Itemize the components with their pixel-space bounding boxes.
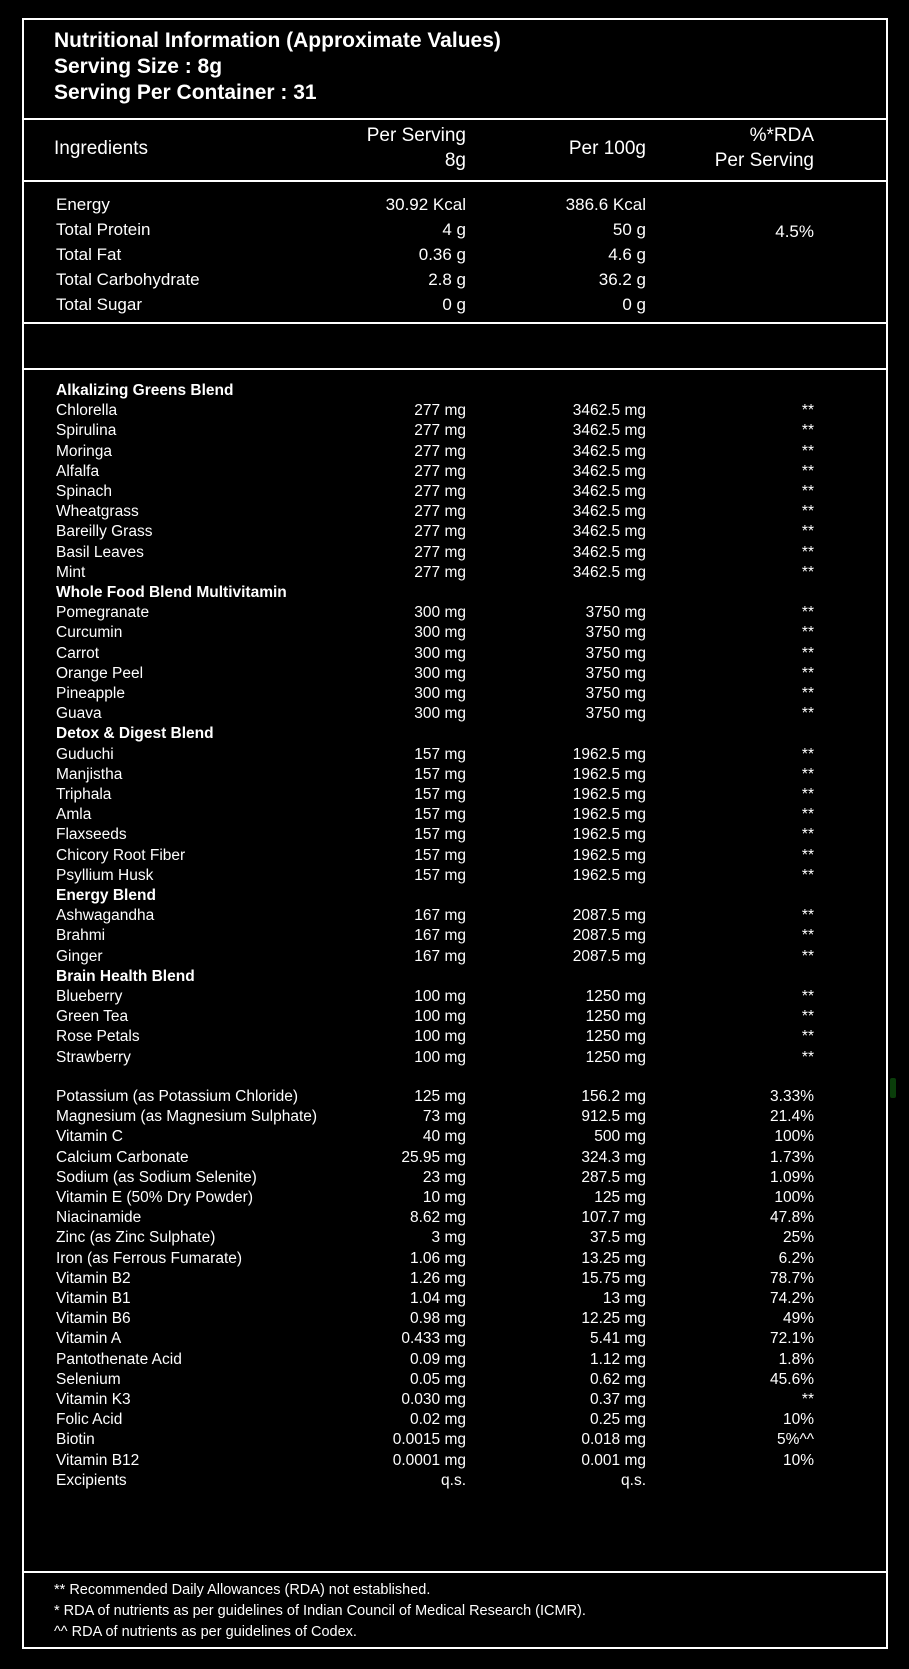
cell-p100: 287.5 mg xyxy=(581,1168,646,1186)
cell-name: Rose Petals xyxy=(56,1028,140,1046)
table-row xyxy=(24,192,886,218)
cell-ps: 167 mg xyxy=(414,927,466,945)
cell-ps: 157 mg xyxy=(414,806,466,824)
cell-ps: 0.433 mg xyxy=(401,1330,466,1348)
cell-rda: 47.8% xyxy=(770,1209,814,1227)
table-row xyxy=(24,764,886,785)
cell-name: Moringa xyxy=(56,442,112,460)
header-per-100g: Per 100g xyxy=(568,138,646,159)
table-row xyxy=(24,824,886,845)
cell-p100: 5.41 mg xyxy=(589,1330,646,1348)
cell-p100: 3750 mg xyxy=(585,624,646,642)
cell-ps: 0.09 mg xyxy=(409,1350,466,1368)
cell-name: Guava xyxy=(56,705,102,723)
cell-rda: ** xyxy=(801,664,814,682)
cell-rda: 1.09% xyxy=(770,1168,814,1186)
cell-ps: 300 mg xyxy=(414,705,466,723)
title-block xyxy=(54,28,501,106)
cell-p100: 1962.5 mg xyxy=(572,826,646,844)
cell-name: Vitamin B2 xyxy=(56,1269,131,1287)
cell-name: Brahmi xyxy=(56,927,106,945)
cell-rda: ** xyxy=(801,644,814,662)
section-label: Energy Blend xyxy=(56,887,156,904)
cell-p100: 0.018 mg xyxy=(581,1431,646,1449)
cell-name: Folic Acid xyxy=(56,1411,123,1429)
footnote: ^^ RDA of nutrients as per guidelines of Codex. xyxy=(54,1624,357,1640)
cell-p100: 1250 mg xyxy=(585,1048,646,1066)
cell-ps: 0.98 mg xyxy=(409,1310,466,1328)
cell-ps: 30.92 Kcal xyxy=(385,195,466,214)
cell-rda: ** xyxy=(801,523,814,541)
cell-ps: 100 mg xyxy=(414,988,466,1005)
cell-name: Carrot xyxy=(56,644,100,662)
table-row xyxy=(24,292,886,318)
cell-name: Potassium (as Potassium Chloride) xyxy=(56,1088,299,1105)
cell-rda: ** xyxy=(801,624,814,642)
table-row xyxy=(24,481,886,502)
divider-footer xyxy=(24,1571,886,1573)
cell-name: Flaxseeds xyxy=(56,826,127,844)
table-row xyxy=(24,703,886,724)
cell-rda: ** xyxy=(801,846,814,864)
cell-name: Blueberry xyxy=(56,988,123,1005)
table-row xyxy=(24,1288,886,1309)
table-row xyxy=(24,1227,886,1248)
cell-name: Vitamin B12 xyxy=(56,1451,140,1469)
cell-p100: 1962.5 mg xyxy=(572,866,646,884)
cell-rda: ** xyxy=(801,1028,814,1046)
cell-rda: ** xyxy=(801,1391,814,1408)
cell-p100: 1962.5 mg xyxy=(572,765,646,783)
cell-rda: ** xyxy=(801,806,814,824)
cell-p100: 3462.5 mg xyxy=(572,402,646,420)
cell-name: Manjistha xyxy=(56,765,123,783)
cell-name: Guduchi xyxy=(56,745,114,763)
table-row xyxy=(24,501,886,522)
cell-name: Selenium xyxy=(56,1370,121,1388)
table-row xyxy=(24,1349,886,1370)
divider-macros xyxy=(24,322,886,324)
cell-name: Iron (as Ferrous Fumarate) xyxy=(56,1249,243,1267)
divider-empty xyxy=(24,368,886,370)
cell-ps: 157 mg xyxy=(414,846,466,864)
cell-rda: ** xyxy=(801,402,814,420)
cell-p100: 12.25 mg xyxy=(581,1310,646,1328)
cell-ps: 0.0015 mg xyxy=(392,1431,466,1449)
blend-section-title xyxy=(24,723,886,744)
table-row xyxy=(24,784,886,805)
cell-rda: 72.1% xyxy=(770,1330,814,1348)
cell-rda: ** xyxy=(801,1008,814,1026)
header-ingredients: Ingredients xyxy=(54,138,149,159)
table-row xyxy=(24,1308,886,1329)
cell-ps: 277 mg xyxy=(414,523,466,541)
table-row xyxy=(24,1248,886,1269)
cell-ps: 0.02 mg xyxy=(409,1411,466,1429)
cell-name: Orange Peel xyxy=(56,664,144,682)
cell-name: Ginger xyxy=(56,947,103,965)
cell-p100: 0.37 mg xyxy=(589,1391,646,1408)
cell-p100: 912.5 mg xyxy=(581,1108,646,1126)
cell-ps: 0.0001 mg xyxy=(392,1451,466,1469)
nutrition-panel xyxy=(22,18,888,1649)
cell-rda: 1.8% xyxy=(778,1350,814,1368)
cell-ps: 40 mg xyxy=(422,1128,466,1146)
cell-rda: ** xyxy=(801,786,814,803)
table-row xyxy=(24,521,886,542)
divider-header xyxy=(24,180,886,182)
header-rda: %*RDA Per Serving xyxy=(714,125,814,171)
cell-rda: ** xyxy=(801,826,814,844)
cell-p100: 3750 mg xyxy=(585,644,646,662)
cell-rda: 78.7% xyxy=(770,1269,814,1287)
cell-ps: 157 mg xyxy=(414,866,466,884)
cell-name: Vitamin B6 xyxy=(56,1310,131,1328)
cell-p100: 1250 mg xyxy=(585,1028,646,1046)
cell-name: Chicory Root Fiber xyxy=(56,846,186,864)
cell-p100: 3462.5 mg xyxy=(572,563,646,581)
table-row xyxy=(24,1047,886,1068)
cell-ps: 300 mg xyxy=(414,644,466,662)
cell-ps: 167 mg xyxy=(414,947,466,965)
cell-ps: 167 mg xyxy=(414,907,466,925)
cell-ps: 1.06 mg xyxy=(409,1249,466,1267)
cell-name: Vitamin C xyxy=(56,1128,123,1146)
table-row xyxy=(24,986,886,1007)
cell-name: Spirulina xyxy=(56,422,117,440)
table-row xyxy=(24,1147,886,1168)
table-row xyxy=(24,1409,886,1430)
cell-rda: ** xyxy=(801,604,814,622)
cell-ps: 73 mg xyxy=(422,1108,466,1126)
cell-ps: 1.26 mg xyxy=(409,1269,466,1287)
table-row xyxy=(24,1126,886,1147)
title-heading: Nutritional Information (Approximate Values) xyxy=(54,29,501,52)
cell-ps: 4 g xyxy=(442,220,466,239)
cell-name: Sodium (as Sodium Selenite) xyxy=(56,1168,257,1186)
cell-ps: 0.36 g xyxy=(418,245,466,264)
cell-ps: 10 mg xyxy=(422,1189,466,1206)
cell-ps: 2.8 g xyxy=(428,270,466,289)
cell-p100: q.s. xyxy=(621,1471,646,1489)
cell-name: Total Fat xyxy=(56,245,122,264)
cell-rda: 3.33% xyxy=(770,1088,814,1105)
cell-name: Mint xyxy=(56,563,86,581)
cell-ps: 157 mg xyxy=(414,765,466,783)
cell-ps: 157 mg xyxy=(414,745,466,763)
cell-ps: 157 mg xyxy=(414,826,466,844)
cell-name: Biotin xyxy=(56,1431,95,1449)
cell-p100: 0 g xyxy=(622,295,646,314)
cell-p100: 3462.5 mg xyxy=(572,442,646,460)
cell-p100: 3462.5 mg xyxy=(572,543,646,561)
table-row xyxy=(24,1006,886,1027)
cell-p100: 4.6 g xyxy=(608,245,646,264)
table-row xyxy=(24,663,886,684)
table-row xyxy=(24,1369,886,1390)
cell-rda: 1.73% xyxy=(770,1148,814,1166)
table-row xyxy=(24,267,886,293)
cell-name: Strawberry xyxy=(56,1048,131,1066)
cell-name: Calcium Carbonate xyxy=(56,1148,189,1166)
cell-ps: 125 mg xyxy=(414,1088,466,1105)
cell-ps: 277 mg xyxy=(414,483,466,500)
cell-p100: 156.2 mg xyxy=(581,1088,646,1105)
blend-section-title xyxy=(24,885,886,906)
cell-rda: ** xyxy=(801,422,814,440)
cell-p100: 1250 mg xyxy=(585,988,646,1005)
cell-rda: 10% xyxy=(782,1411,814,1429)
macros-rda: 4.5% xyxy=(775,222,814,241)
cell-rda: ** xyxy=(801,866,814,884)
cell-name: Curcumin xyxy=(56,624,123,642)
table-row xyxy=(24,744,886,765)
table-row xyxy=(24,562,886,583)
cell-p100: 13.25 mg xyxy=(581,1249,646,1267)
cell-rda: 21.4% xyxy=(770,1108,814,1126)
cell-p100: 2087.5 mg xyxy=(572,927,646,945)
cell-p100: 3462.5 mg xyxy=(572,422,646,440)
table-row xyxy=(24,602,886,623)
table-row xyxy=(24,1328,886,1349)
cell-rda: ** xyxy=(801,563,814,581)
cell-ps: 277 mg xyxy=(414,503,466,521)
cell-name: Chlorella xyxy=(56,402,118,420)
cell-name: Pantothenate Acid xyxy=(56,1350,182,1368)
cell-rda: ** xyxy=(801,947,814,965)
cell-rda: 25% xyxy=(782,1229,814,1247)
cell-ps: 300 mg xyxy=(414,664,466,682)
cell-p100: 3462.5 mg xyxy=(572,503,646,521)
cell-rda: 49% xyxy=(782,1310,814,1328)
cell-p100: 50 g xyxy=(612,220,646,239)
cell-ps: 25.95 mg xyxy=(401,1148,466,1166)
cell-name: Niacinamide xyxy=(56,1209,142,1227)
cell-rda: ** xyxy=(801,765,814,783)
table-row xyxy=(24,1450,886,1471)
cell-p100: 0.25 mg xyxy=(589,1411,646,1429)
cell-ps: 100 mg xyxy=(414,1028,466,1046)
footnote: ** Recommended Daily Allowances (RDA) not established. xyxy=(54,1582,431,1598)
cell-ps: q.s. xyxy=(441,1471,466,1489)
table-row xyxy=(24,441,886,462)
table-row xyxy=(24,845,886,866)
table-row xyxy=(24,461,886,482)
cell-p100: 1962.5 mg xyxy=(572,745,646,763)
cell-name: Wheatgrass xyxy=(56,503,139,521)
table-row xyxy=(24,1086,886,1107)
cell-p100: 1250 mg xyxy=(585,1008,646,1026)
cell-rda: 74.2% xyxy=(770,1290,814,1307)
cell-name: Green Tea xyxy=(56,1008,129,1026)
cell-ps: 3 mg xyxy=(431,1229,466,1247)
section-label: Alkalizing Greens Blend xyxy=(56,382,234,399)
section-label: Brain Health Blend xyxy=(56,967,195,985)
table-row xyxy=(24,925,886,946)
table-row xyxy=(24,400,886,421)
cell-name: Total Protein xyxy=(56,220,151,239)
table-row xyxy=(24,1268,886,1289)
table-row xyxy=(24,1106,886,1127)
cell-p100: 13 mg xyxy=(602,1290,646,1307)
cell-name: Pineapple xyxy=(56,685,125,702)
cell-name: Alfalfa xyxy=(56,462,100,480)
cell-p100: 3750 mg xyxy=(585,604,646,622)
footnote: * RDA of nutrients as per guidelines of Indian Council of Medical Research (ICMR). xyxy=(54,1603,586,1619)
cell-p100: 2087.5 mg xyxy=(572,907,646,925)
cell-rda: 100% xyxy=(774,1189,814,1206)
cell-ps: 100 mg xyxy=(414,1048,466,1066)
table-row xyxy=(24,1167,886,1188)
table-row xyxy=(24,1026,886,1047)
cell-name: Vitamin B1 xyxy=(56,1290,131,1307)
cell-ps: 300 mg xyxy=(414,624,466,642)
cell-ps: 0.05 mg xyxy=(409,1370,466,1388)
cell-name: Vitamin K3 xyxy=(56,1391,131,1408)
cell-p100: 3462.5 mg xyxy=(572,483,646,500)
cell-name: Excipients xyxy=(56,1471,127,1489)
cell-p100: 500 mg xyxy=(594,1128,646,1146)
header-per-serving: Per Serving 8g xyxy=(366,125,466,171)
cell-name: Vitamin A xyxy=(56,1330,122,1348)
cell-p100: 0.001 mg xyxy=(581,1451,646,1469)
table-row xyxy=(24,242,886,268)
cell-p100: 1962.5 mg xyxy=(572,846,646,864)
cell-p100: 1.12 mg xyxy=(589,1350,646,1368)
table-row xyxy=(24,1389,886,1410)
cell-ps: 277 mg xyxy=(414,462,466,480)
cell-p100: 0.62 mg xyxy=(589,1370,646,1388)
cell-p100: 2087.5 mg xyxy=(572,947,646,965)
cell-ps: 300 mg xyxy=(414,604,466,622)
table-row xyxy=(24,946,886,967)
table-row xyxy=(24,1470,886,1491)
cell-name: Psyllium Husk xyxy=(56,866,154,884)
cell-ps: 277 mg xyxy=(414,543,466,561)
cell-rda: ** xyxy=(801,988,814,1005)
cell-p100: 107.7 mg xyxy=(581,1209,646,1227)
cell-name: Ashwagandha xyxy=(56,907,155,925)
cell-rda: 6.2% xyxy=(778,1249,814,1267)
cell-rda: 45.6% xyxy=(770,1370,814,1388)
cell-p100: 3750 mg xyxy=(585,705,646,723)
cell-ps: 8.62 mg xyxy=(409,1209,466,1227)
cell-rda: ** xyxy=(801,745,814,763)
table-row xyxy=(24,217,886,243)
table-row xyxy=(24,622,886,643)
cell-p100: 324.3 mg xyxy=(581,1148,646,1166)
cell-rda: ** xyxy=(801,907,814,925)
cell-p100: 37.5 mg xyxy=(589,1229,646,1247)
cell-rda: 10% xyxy=(782,1451,814,1469)
cell-p100: 125 mg xyxy=(594,1189,646,1206)
serving-size: Serving Size : 8g xyxy=(54,55,223,78)
cell-rda: ** xyxy=(801,503,814,521)
section-label: Detox & Digest Blend xyxy=(56,725,214,743)
table-row xyxy=(24,804,886,825)
cell-rda: ** xyxy=(801,705,814,723)
table-row xyxy=(24,865,886,886)
cell-p100: 36.2 g xyxy=(598,270,646,289)
cell-name: Zinc (as Zinc Sulphate) xyxy=(56,1229,216,1247)
cell-ps: 23 mg xyxy=(422,1168,466,1186)
section-label: Whole Food Blend Multivitamin xyxy=(56,584,287,601)
cell-name: Magnesium (as Magnesium Sulphate) xyxy=(56,1108,318,1126)
edge-mark xyxy=(890,1078,896,1098)
cell-ps: 0 g xyxy=(442,295,466,314)
cell-name: Spinach xyxy=(56,483,113,500)
cell-name: Energy xyxy=(56,195,110,214)
table-row xyxy=(24,905,886,926)
table-row xyxy=(24,1187,886,1208)
table-row xyxy=(24,1207,886,1228)
cell-name: Basil Leaves xyxy=(56,543,144,561)
table-row xyxy=(24,683,886,704)
cell-p100: 15.75 mg xyxy=(581,1269,646,1287)
cell-ps: 1.04 mg xyxy=(409,1290,466,1307)
cell-rda: 100% xyxy=(774,1128,814,1146)
cell-ps: 277 mg xyxy=(414,402,466,420)
cell-p100: 1962.5 mg xyxy=(572,786,646,803)
table-row xyxy=(24,420,886,441)
cell-ps: 277 mg xyxy=(414,563,466,581)
cell-p100: 3462.5 mg xyxy=(572,462,646,480)
table-row xyxy=(24,643,886,664)
table-row xyxy=(24,1429,886,1450)
cell-ps: 277 mg xyxy=(414,442,466,460)
cell-p100: 386.6 Kcal xyxy=(565,195,646,214)
cell-ps: 157 mg xyxy=(414,786,466,803)
cell-name: Vitamin E (50% Dry Powder) xyxy=(56,1189,253,1206)
cell-name: Amla xyxy=(56,806,92,824)
blend-section-title xyxy=(24,582,886,603)
blend-section-title xyxy=(24,966,886,987)
cell-ps: 277 mg xyxy=(414,422,466,440)
blend-section-title xyxy=(24,380,886,401)
cell-name: Bareilly Grass xyxy=(56,523,153,541)
cell-p100: 1962.5 mg xyxy=(572,806,646,824)
servings-per-container: Serving Per Container : 31 xyxy=(54,81,317,104)
cell-name: Total Sugar xyxy=(56,295,142,314)
cell-rda: ** xyxy=(801,685,814,702)
cell-rda: ** xyxy=(801,543,814,561)
cell-rda: ** xyxy=(801,1048,814,1066)
cell-rda: ** xyxy=(801,462,814,480)
cell-ps: 0.030 mg xyxy=(401,1391,466,1408)
cell-p100: 3750 mg xyxy=(585,685,646,702)
divider-title xyxy=(24,118,886,120)
cell-rda: ** xyxy=(801,483,814,500)
cell-rda: ** xyxy=(801,442,814,460)
cell-ps: 300 mg xyxy=(414,685,466,702)
table-row xyxy=(24,542,886,563)
cell-name: Pomegranate xyxy=(56,604,150,622)
cell-p100: 3750 mg xyxy=(585,664,646,682)
cell-ps: 100 mg xyxy=(414,1008,466,1026)
cell-rda: 5%^^ xyxy=(777,1431,814,1449)
cell-p100: 3462.5 mg xyxy=(572,523,646,541)
cell-rda: ** xyxy=(801,927,814,945)
cell-name: Total Carbohydrate xyxy=(56,270,200,289)
cell-name: Triphala xyxy=(56,786,112,803)
